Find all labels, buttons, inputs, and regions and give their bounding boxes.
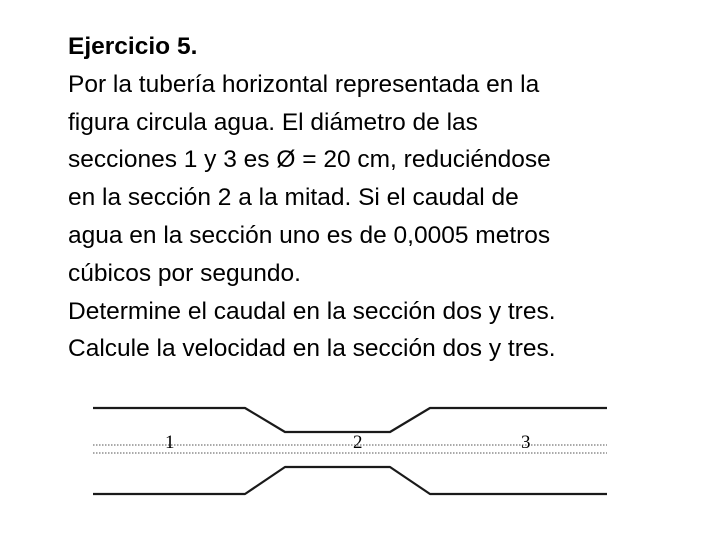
pipe-bottom-wall bbox=[93, 467, 607, 494]
question-line: Determine el caudal en la sección dos y tres. bbox=[68, 297, 556, 325]
statement-line: en la sección 2 a la mitad. Si el caudal de bbox=[68, 184, 519, 212]
section-label-3: 3 bbox=[521, 432, 531, 453]
statement-line: secciones 1 y 3 es Ø = 20 cm, reduciéndose bbox=[68, 146, 551, 174]
statement-line: Por la tubería horizontal representada en la bbox=[68, 70, 540, 98]
pipe-figure bbox=[85, 398, 615, 498]
statement-line: cúbicos por segundo. bbox=[68, 259, 301, 287]
statement-line: figura circula agua. El diámetro de las bbox=[68, 108, 478, 136]
section-label-2: 2 bbox=[353, 432, 363, 453]
statement-line: agua en la sección uno es de 0,0005 metros bbox=[68, 221, 551, 249]
exercise-title: Ejercicio 5. bbox=[68, 33, 198, 60]
pipe-diagram bbox=[85, 398, 615, 498]
question-line: Calcule la velocidad en la sección dos y tres. bbox=[68, 335, 556, 363]
pipe-top-wall bbox=[93, 408, 607, 432]
section-label-1: 1 bbox=[165, 432, 175, 453]
exercise-text bbox=[68, 28, 698, 368]
